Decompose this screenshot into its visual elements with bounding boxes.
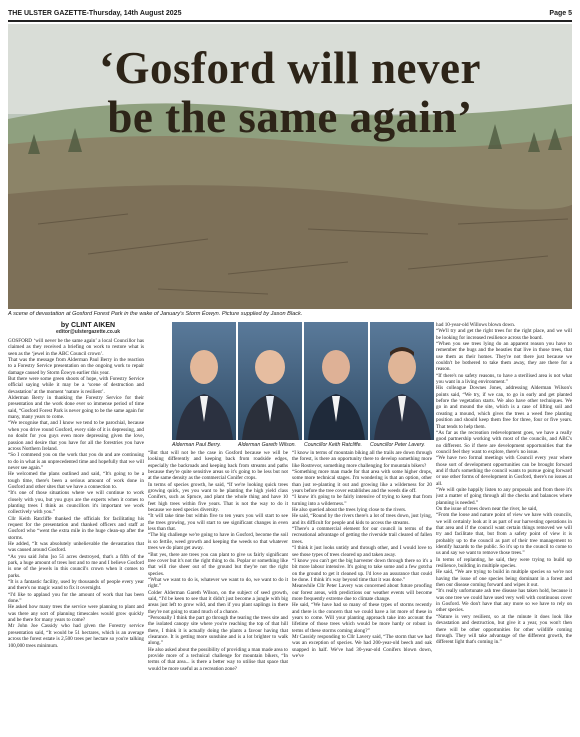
article-paragraph: “I think it just looks untidy and through other, and I would love to see those types of trees cleared up and taken away.: [292, 545, 432, 558]
masthead-page-number: Page 5: [549, 9, 572, 17]
masthead: [8, 6, 572, 22]
article-paragraph: “But yes, there are trees you can plant to give us fairly significant tree cover but it's not the right thing to do. Poplar or something like that will rise sheer out of the ground but they're not the right species.: [148, 551, 288, 577]
portrait-caption: Councillor Keith Ratcliffe.: [304, 442, 362, 448]
hero-photo: [8, 24, 572, 309]
article-paragraph: “We'll try and get the right trees for the right place, and we will be looking for increased resilience across the board.: [436, 328, 572, 341]
article-paragraph: “I'd like to applaud you for the amount of work that has been done.”: [8, 591, 144, 605]
byline: [8, 322, 168, 335]
masthead-paper-date: THE ULSTER GAZETTE-Thursday, 14th August 2025: [8, 9, 182, 17]
portrait-photo: [238, 322, 302, 440]
article-paragraph: “I know in terms of mountain biking all the trails are down through the forest, is there an opportunity there to develop something more like Rostrevor, something more challenging for mountain bikers?: [292, 450, 432, 469]
article-paragraph: He also queried about the trees lying close to the rivers.: [292, 507, 407, 514]
article-paragraph: “I know you can't get the big harvester down through there so it's a bit more labour intensive. It's going to take some and a few gotcha on the ground to get it cleaned up. I'd love an assurance that could be done. I think it's way beyond time that it was done.”: [292, 557, 432, 583]
article-paragraph: He said, “We are trying to build in multiple species so we're not having the issue of one species being dominant in a forest and then our disease coming forward and wipes it out.: [436, 569, 572, 589]
headline-line-1: ‘Gosford will never: [99, 43, 481, 93]
article-column-2: [148, 450, 288, 736]
article-paragraph: He said, “We have had so many of these types of storms recently and there is the concern that we could have a lot more of these in years to come. Will your planting approach take into account the lifetime of those trees which would be more hardy or robust in terms of these storms coming along?”: [292, 602, 432, 634]
article-paragraph: Colder Alderman Gareth Wilson, on the subject of seed growth, said, “I'd be keen to see that it didn't just become a jungle with big areas just left to grow wild, and then if you plant saplings in there they're not going to stand much of a chance.: [148, 589, 288, 615]
article-paragraph: “If there's no safety reasons, to have a sterilised area is not what you want in a living environment.”: [436, 372, 572, 386]
headline: [8, 44, 572, 142]
article-paragraph: “There's a commercial element for our council in terms of the recreational advantage of getting the riverside trail cleared of fallen trees.: [292, 526, 432, 545]
article-column-3: [292, 450, 432, 736]
article-paragraph: “It will take time but within five to ten years you will start to see the trees growing, you will start to see significant changes in even less than that.: [148, 513, 288, 533]
article-paragraph: But there were some green shoots of hope, with Forestry Service official saying while it may be a ‘scene of destruction and devastation’ at the moment ‘nature is resilient’.: [8, 376, 144, 395]
article-paragraph: “I know it's going to be fairly intensive of trying to keep that from turning into a wilderness.”: [292, 494, 432, 507]
article-paragraph: “When you see trees lying do an apparent reason you have to remember the bugs and the beasties that live in those trees, that use them as their homes. They're not there just because we couldn't be bothered to take them away, they are there for a reason.: [436, 341, 572, 373]
article-paragraph: “It's really unfortunate ash tree disease has taken hold, because it was one tree we could have used very well with continuous cover in Gosford. We don't have that any more so we have to rely on other species.: [436, 588, 572, 614]
article-paragraph: “Something more man made for that area with some higher drops, some more technical stages. I'm wondering is that an option, other than just re-planting it out and growing like a wilderness for 20 years before the tree cover establishes and the weeds die off.: [292, 469, 432, 495]
article-paragraph: “Personally I think the part go through the tearing the trees site and the isolated canopy site where you're reaching the top of that hill there, I think it is actually doing the plants a favour having that clearance. It is getting more sunshine and is a lot brighter to walk along.”: [148, 614, 288, 647]
article-paragraph: He added, “It was absolutely unbelievable the devastation that was caused around Gosford.: [8, 541, 144, 554]
headline-line-2: be the same again’: [107, 92, 473, 142]
article-paragraph: That was the message from Alderman Paul Berry in the reaction to a Forestry Service presentation on the ongoing work to repair damage caused by Storm Éowyn earlier this year.: [8, 357, 144, 376]
article-paragraph: Mr John Joe Cassidy who had given the Forestry service presentation said, “It would be 51 hectares, which is an average across the forest estate is 2,500 trees per hectare so you're talking 100,000 trees minimum.: [8, 623, 144, 649]
portrait-caption: Alderman Paul Berry.: [172, 442, 221, 448]
portrait-captions: [172, 442, 434, 448]
article-paragraph: “We recognise that, and I know we tend to be parochial, because when you drive round Gosford, every side of it is depressing, and no doubt for you guys even more depressing given the love, passion and desire that you have for all the forestries you have across Northern Ireland.: [8, 420, 144, 452]
portrait-photo: [304, 322, 368, 440]
portrait-strip: [172, 322, 434, 440]
article-column-1: [8, 338, 144, 736]
byline-email[interactable]: editor@ulstergazette.co.uk: [55, 329, 121, 335]
article-paragraph: “What we want to do is, whatever we want to do, we want to do it right.”: [148, 576, 288, 590]
article-paragraph: “It is a fantastic facility, used by thousands of people every year and there's no magic wand to fix it overnight.: [8, 579, 144, 592]
article-paragraph: He asked how many trees the service were planning to plant and was there any sort of planning timescales would grow quickly and be there for many years to come?: [8, 604, 144, 624]
portrait-caption: Alderman Gareth Wilson.: [238, 442, 296, 448]
portrait-photo: [172, 322, 236, 440]
article-paragraph: “But that will not be the case in Gosford because we will be looking differently and keeping back from roadside edges, especially the backroads and keeping back from streams and paths because they're quite sensitive areas so it's going to be less but not at the same density as the commercial Conifer crops.: [148, 450, 288, 482]
article-paragraph: “We will quite happily listen to any proposals and from there it's just a matter of going through all the checks and balances where planning is needed.”: [436, 486, 572, 506]
article-paragraph: On the issue of trees down near the river, he said,: [436, 505, 538, 512]
article-paragraph: “From the loose and nature point of view we have with councils, we will certainly look at it as part of our harvesting operations in that area and if the council want certain things removed we will try and facilitate that, but from a safety point of view it is probably up to the council as part of their tree management to identify hazards to the public. So it's up to the council to come to us and say we want to remove those trees.”: [436, 512, 572, 557]
photo-caption: A scene of devastation at Gosford Forest Park in the wake of January's Storm Éowyn. Picture supplied by Jason Black.: [8, 311, 303, 317]
article-paragraph: “Nature is very resilient, so at the minute it does look like devastation and destruction, but give it a year, you won't then there will be other opportunities for other wildlife coming through. They will take advantage of the different growth, the different light that's coming in.”: [436, 613, 572, 646]
article-paragraph: GOSFORD ‘will never be the same again’ a local Councillor has claimed as they received a briefing on work to restore what is seen as the ‘jewel in the ABC Council crown’.: [8, 338, 144, 357]
article-paragraph: had 10-year-old Willows blown down.: [436, 322, 516, 328]
article-paragraph: “It's one of those situations where we will continue to work closely with you, but you guys are the experts when it comes to planting trees I think as councillors it's important we work collectively with you.”: [8, 490, 144, 516]
article-paragraph: Cllr Keith Ratcliffe thanked the officials for facilitating his request for the presentation and thanked officers and staff at Gosford who “went the extra mile in the huge clean-up after the storms.: [8, 515, 144, 541]
portrait-photo: [370, 322, 434, 440]
article-paragraph: He also asked about the possibility of providing a man made area to provide more of a technical challenge for mountain bikers, “In terms of that area... is there a better way to utilise that space that would be more useful as a recreation zone?: [148, 646, 288, 672]
article-paragraph: He said, “Round by the rivers there's a lot of trees down, just lying, and its difficult for people and kids to access the streams.: [292, 513, 432, 526]
article-paragraph: “So I commend you on the work that you do and are continuing to do in what is an unprecedented time and hopefully that we will never see again.”: [8, 452, 144, 471]
article-column-4: [436, 322, 572, 736]
article-paragraph: “As you said John [so 51 acres destroyed, that's a fifth of the park, a huge amount of trees lost and to me and I believe Gosford is one of the jewels in this council's crown when it comes to parks.: [8, 553, 144, 579]
article-paragraph: “The big challenge we're going to have in Gosford, become the soil is so fertile, weed growth and keeping the weeds so that whatever trees we do plant get away.: [148, 532, 288, 552]
article-paragraph: Meanwhile Cllr Peter Lavery was concerned about future proofing our forest areas, with predictions our weather events will become more frequently extreme due to climate change.: [292, 583, 432, 602]
article-paragraph: He welcomed the plans outlined and said, “It's going to be a tough time, there's been a serious amount of work done in Gosford and other sites that we have a connection to.: [8, 471, 144, 490]
article-paragraph: Mr Cassidy responding to Cllr Lavery said, “The storm that we had was an exception of species. We had 200-year-old beech and oak snapped in half. We've had 30-year-old Conifers blown down, we've: [292, 633, 432, 659]
article-paragraph: In terms of species growth, he said, “If we're looking quick trees growing quick, yes you want to be planting the high yield class Conifers, such as Spruce, and plant the whole thing and have 10 feet high trees within five years. That is not the way to do it because we need species diversity.: [148, 481, 288, 514]
article-paragraph: “We have two formal meetings with Council every year where those sort of development opportunities can be brought forward and if that's something the council wants to pursue going forward or use other forms of development in Gosford, there's no issues at all.: [436, 455, 572, 487]
article-paragraph: In terms of replanting, he said, they were trying to build up resilience, building in multiple species.: [436, 556, 572, 570]
byline-author: by CLINT AIKEN: [60, 322, 116, 329]
portrait-caption: Councillor Peter Lavery.: [370, 442, 425, 448]
article-paragraph: “As far as the recreation redevelopment goes, we have a really good partnership working with most of the councils, and ABC's no different. So if there are development opportunities that the council feel they want to explore, there's no issue.: [436, 429, 572, 455]
article-paragraph: His colleague Downes Jones, addressing Alderman Wilson's points said, “We try, if we can, to go in early and get planted before the vegetation starts. We also have other techniques. We go in and mound the site, which is a case of lifting soil and creating a mound, which gives the trees a weed free planting position and should keep them free for three, four or five years. That tends to help them.: [436, 385, 572, 430]
article-paragraph: Alderman Berry in thanking the Forestry Service for their presentation and the work done ever so immense period of time said, “Gosford Forest Park is never going to be the same again for many, many years to come.: [8, 395, 144, 421]
